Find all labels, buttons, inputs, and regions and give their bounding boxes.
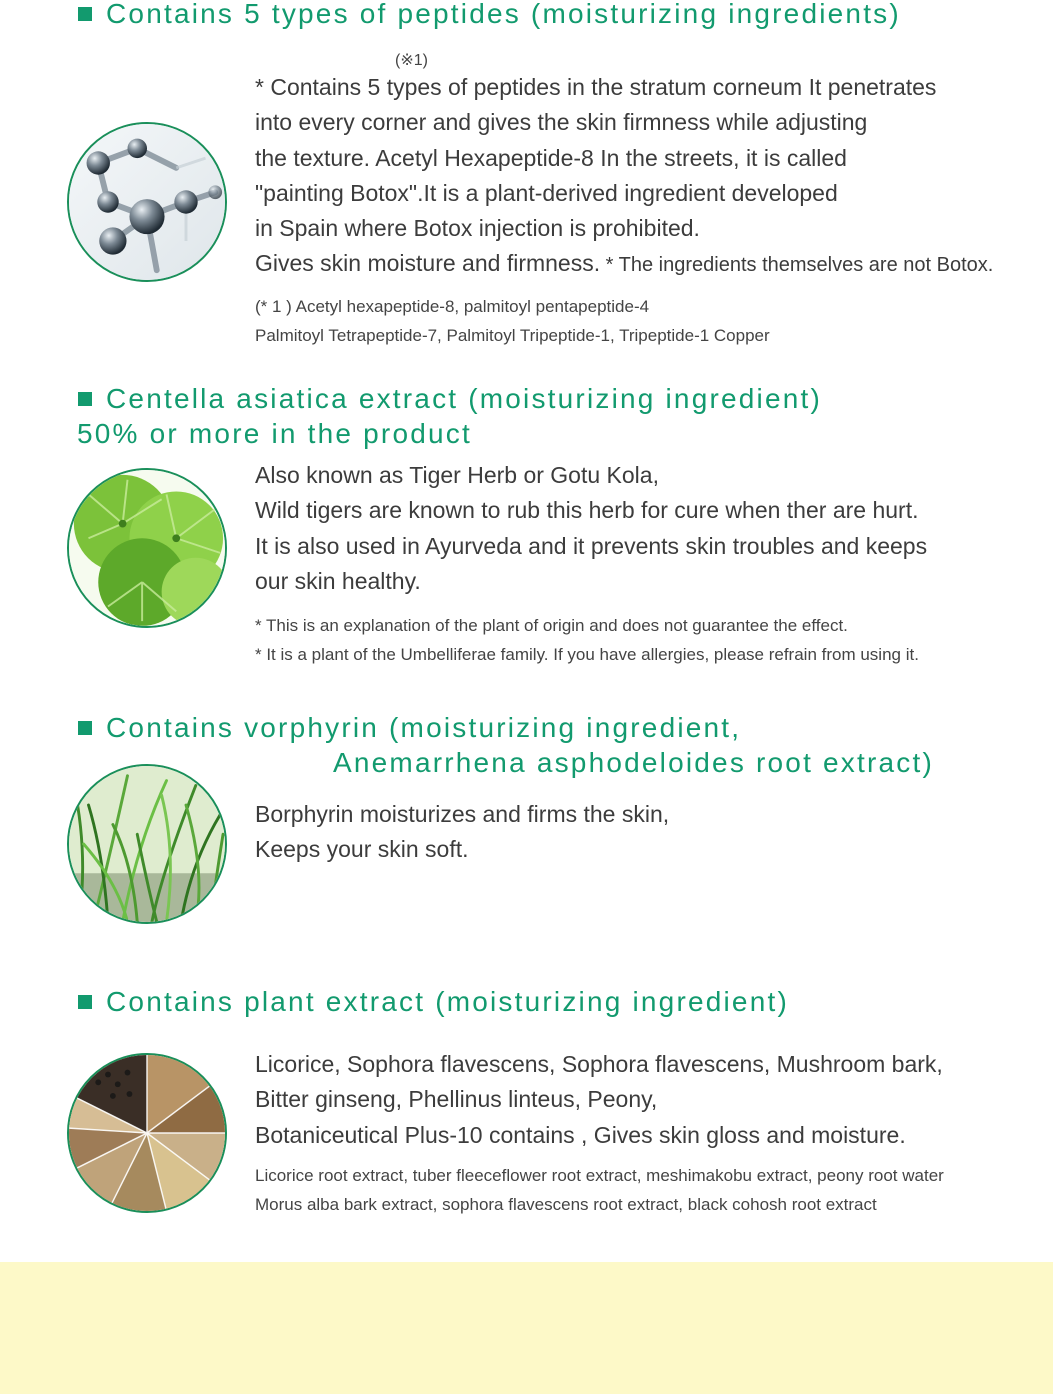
peptides-description: [255, 70, 993, 284]
section-heading-plant-extract: [78, 984, 789, 1019]
note-line: Licorice root extract, tuber fleeceflower root extract, meshimakobu extract, peony root water: [255, 1166, 944, 1185]
body-line: Botaniceutical Plus-10 contains , Gives skin gloss and moisture.: [255, 1121, 906, 1148]
body-line: Keeps your skin soft.: [255, 836, 469, 863]
plant-extract-description: [255, 1047, 943, 1153]
centella-description: [255, 458, 927, 599]
herbal-extracts-image: [67, 1053, 227, 1213]
body-line: Wild tigers are known to rub this herb for cure when ther are hurt.: [255, 497, 919, 524]
reference-mark: (※1): [395, 52, 428, 69]
centella-notes: [255, 612, 919, 669]
heading-text: Centella asiatica extract (moisturizing ingredient): [106, 383, 823, 414]
heading-text: Contains vorphyrin (moisturizing ingredient,: [106, 712, 742, 743]
body-line: It is also used in Ayurveda and it prevents skin troubles and keeps: [255, 532, 928, 559]
body-line: [255, 246, 993, 283]
square-bullet-icon: [78, 995, 92, 1009]
grass-icon: [69, 766, 225, 922]
square-bullet-icon: [78, 7, 92, 21]
section-heading-centella: [78, 381, 822, 416]
body-line: into every corner and gives the skin firmness while adjusting: [255, 109, 868, 136]
body-line: * Contains 5 types of peptides in the stratum corneum It penetrates: [255, 74, 937, 100]
square-bullet-icon: [78, 721, 92, 735]
body-line: in Spain where Botox injection is prohibited.: [255, 215, 700, 242]
grass-image: [67, 764, 227, 924]
body-line: "painting Botox".It is a plant-derived ingredient developed: [255, 179, 838, 206]
body-line: Also known as Tiger Herb or Gotu Kola,: [255, 462, 659, 488]
section-heading-peptides: [78, 0, 901, 31]
square-bullet-icon: [78, 392, 92, 406]
molecule-image: [67, 122, 227, 282]
note-line: * This is an explanation of the plant of origin and does not guarantee the effect.: [255, 616, 848, 635]
centella-leaf-image: [67, 468, 227, 628]
plant-extract-notes: [255, 1162, 944, 1219]
molecule-icon: [69, 124, 225, 280]
section-heading-vorphyrin: [78, 710, 741, 745]
heading-text: Contains plant extract (moisturizing ingredient): [106, 986, 789, 1017]
body-line: Borphyrin moisturizes and firms the skin,: [255, 801, 670, 827]
body-line: our skin healthy.: [255, 567, 421, 594]
note-line: Morus alba bark extract, sophora flavescens root extract, black cohosh root extract: [255, 1194, 877, 1214]
body-line: Licorice, Sophora flavescens, Sophora flavescens, Mushroom bark,: [255, 1051, 943, 1077]
herbs-icon: [69, 1055, 225, 1211]
body-last-text: Gives skin moisture and firmness.: [255, 250, 601, 277]
heading-text: Contains 5 types of peptides (moisturizing ingredients): [106, 0, 901, 29]
body-line: Bitter ginseng, Phellinus linteus, Peony,: [255, 1086, 658, 1113]
footer-band: [0, 1262, 1053, 1394]
note-line: * It is a plant of the Umbelliferae family. If you have allergies, please refrain from using it.: [255, 644, 919, 664]
botox-disclaimer: * The ingredients themselves are not Botox.: [600, 254, 994, 277]
note-line: (* 1 ) Acetyl hexapeptide-8, palmitoyl pentapeptide-4: [255, 297, 650, 316]
peptides-notes: [255, 293, 770, 350]
note-line: Palmitoyl Tetrapeptide-7, Palmitoyl Tripeptide-1, Tripeptide-1 Copper: [255, 325, 770, 345]
body-line: the texture. Acetyl Hexapeptide-8 In the streets, it is called: [255, 144, 847, 171]
vorphyrin-description: [255, 797, 669, 868]
section-subheading-vorphyrin: Anemarrhena asphodeloides root extract): [333, 747, 934, 778]
section-subheading-centella: 50% or more in the product: [77, 418, 472, 449]
leaf-icon: [69, 470, 225, 626]
